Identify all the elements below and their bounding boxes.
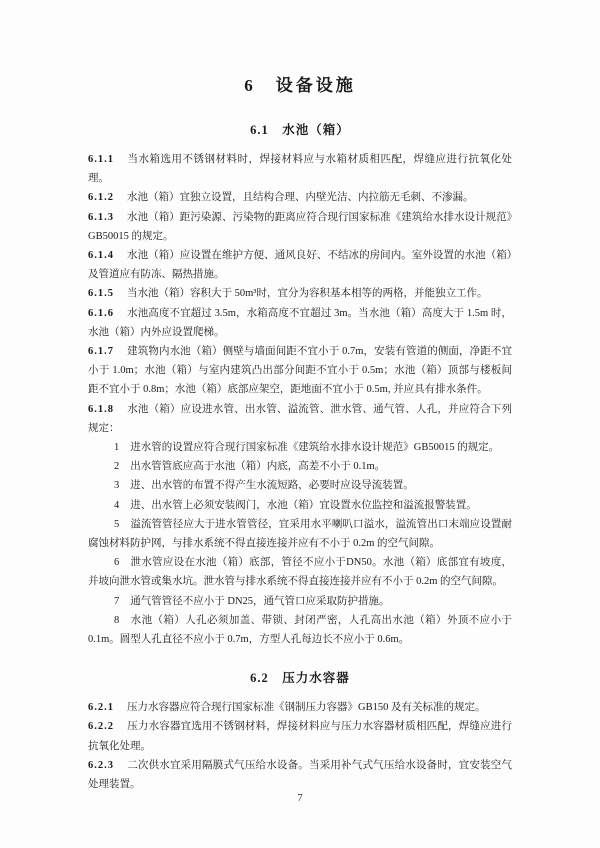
subclause-5 <box>88 515 512 553</box>
clause-text: 水池（箱）距污染源、污染物的距离应符合现行国家标准《建筑给水排水设计规范》GB50015 的规定。 <box>88 211 512 242</box>
chapter-title: 6 设备设施 <box>244 76 356 95</box>
subclause-text: 泄水管应设在水池（箱）底部，管径不应小于DN50。水池（箱）底部宜有坡度，并坡向泄水管或集水坑。泄水管与排水系统不得直接连接并应有不小于 0.2m 的空气间隙。 <box>88 557 512 588</box>
clause-number: 6.1.5 <box>88 288 114 300</box>
subclause-text: 进、出水管的布置不得产生水流短路，必要时应设导流装置。 <box>130 480 414 492</box>
clause-number: 6.1.4 <box>88 250 114 262</box>
subclause-4 <box>88 496 512 515</box>
clause-number: 6.1.8 <box>88 403 114 415</box>
clause-6-2-1 <box>88 698 512 717</box>
subclause-3 <box>88 476 512 495</box>
clause-6-1-6 <box>88 304 512 342</box>
clause-6-1-3 <box>88 208 512 246</box>
clause-number: 6.2.1 <box>88 702 114 714</box>
subclause-number: 4 <box>114 499 120 511</box>
subclause-number: 1 <box>114 442 120 454</box>
subclause-8 <box>88 611 512 649</box>
subclause-number: 8 <box>114 614 120 626</box>
subclause-number: 5 <box>114 518 120 530</box>
clause-text: 二次供水宜采用隔膜式气压给水设备。当采用补气式气压给水设备时，宜安装空气处理装置。 <box>88 759 512 791</box>
subclause-7 <box>88 592 512 611</box>
section-6-1 <box>88 122 512 649</box>
subclause-text: 通气管管径不应小于 DN25，通气管口应采取防护措施。 <box>130 595 390 607</box>
clause-text: 水池（箱）应设置在维护方便、通风良好、不结冰的房间内。室外设置的水池（箱）及管道应有防冻、隔热措施。 <box>88 250 512 281</box>
clause-text: 水池高度不宜超过 3.5m，水箱高度不宜超过 3m。当水池（箱）高度大于 1.5m 时，水池（箱）内外应设置爬梯。 <box>88 307 512 338</box>
clause-text: 压力水容器宜选用不锈钢材料，焊接材料应与压力水容器材质相匹配，焊缝应进行抗氧化处理。 <box>88 721 512 752</box>
subclause-1 <box>88 438 512 457</box>
subclause-number: 2 <box>114 461 120 473</box>
subclause-text: 出水管管底应高于水池（箱）内底，高差不小于 0.1m。 <box>130 461 386 473</box>
subclause-number: 7 <box>114 595 120 607</box>
subclause-2 <box>88 457 512 476</box>
clause-6-1-5 <box>88 284 512 303</box>
clause-6-1-2 <box>88 188 512 207</box>
subclause-number: 3 <box>114 480 120 492</box>
clause-text: 压力水容器应符合现行国家标准《钢制压力容器》GB150 及有关标准的规定。 <box>127 702 486 714</box>
clause-number: 6.2.2 <box>88 721 114 733</box>
subclause-number: 6 <box>114 557 120 569</box>
clause-number: 6.2.3 <box>88 759 114 771</box>
section-6-2 <box>88 670 512 794</box>
clause-6-2-2 <box>88 717 512 755</box>
clause-6-1-8 <box>88 400 512 438</box>
clause-number: 6.1.3 <box>88 211 114 223</box>
clause-6-1-4 <box>88 246 512 284</box>
clause-number: 6.1.2 <box>88 192 114 204</box>
clause-text: 当水池（箱）容积大于 50m³时，宜分为容积基本相等的两格，并能独立工作。 <box>127 288 488 300</box>
clause-6-2-3 <box>88 756 512 794</box>
page-number: 7 <box>297 792 303 804</box>
clause-text: 水池（箱）应设进水管、出水管、溢流管、泄水管、通气管、人孔，并应符合下列规定： <box>88 403 512 434</box>
clause-6-1-1 <box>88 150 512 188</box>
subclause-6 <box>88 553 512 591</box>
clause-text: 当水箱选用不锈钢材料时，焊接材料应与水箱材质相匹配，焊缝应进行抗氧化处理。 <box>88 154 512 185</box>
section-heading-6-2: 6.2 压力水容器 <box>250 671 350 686</box>
section-heading-6-1: 6.1 水池（箱） <box>250 123 350 137</box>
subclause-text: 水池（箱）人孔必须加盖、带锁、封闭严密，人孔高出水池（箱）外顶不应小于 0.1m。圆型人孔直径不应小于 0.7m，方型人孔每边长不应小于 0.6m。 <box>88 614 512 646</box>
clause-number: 6.1.6 <box>88 307 114 319</box>
clause-6-1-7 <box>88 342 512 400</box>
clause-number: 6.1.1 <box>88 154 114 165</box>
subclause-text: 进水管的设置应符合现行国家标准《建筑给水排水设计规范》GB50015 的规定。 <box>130 442 500 454</box>
clause-number: 6.1.7 <box>88 346 114 358</box>
clause-text: 建筑物内水池（箱）侧壁与墙面间距不宜小于 0.7m，安装有管道的侧面，净距不宜小于 1.0m；水池（箱）与室内建筑凸出部分间距不宜小于 0.5m；水池（箱）顶部与楼板间距不宜小于 0.8m；水池（箱）底部应架空，距地面不宜小于 0.5m, 并应具有排水条件。 <box>88 346 512 396</box>
clause-text: 水池（箱）宜独立设置，且结构合理、内壁光洁、内拉筋无毛刺、不渗漏。 <box>127 192 474 204</box>
subclause-text: 溢流管管径应大于进水管管径，宜采用水平喇叭口溢水，溢流管出口末端应设置耐腐蚀材料防护网，与排水系统不得直接连接并应有不小于 0.2m 的空气间隙。 <box>88 518 512 550</box>
subclause-text: 进、出水管上必须安装阀门，水池（箱）宜设置水位监控和溢流报警装置。 <box>130 499 477 511</box>
